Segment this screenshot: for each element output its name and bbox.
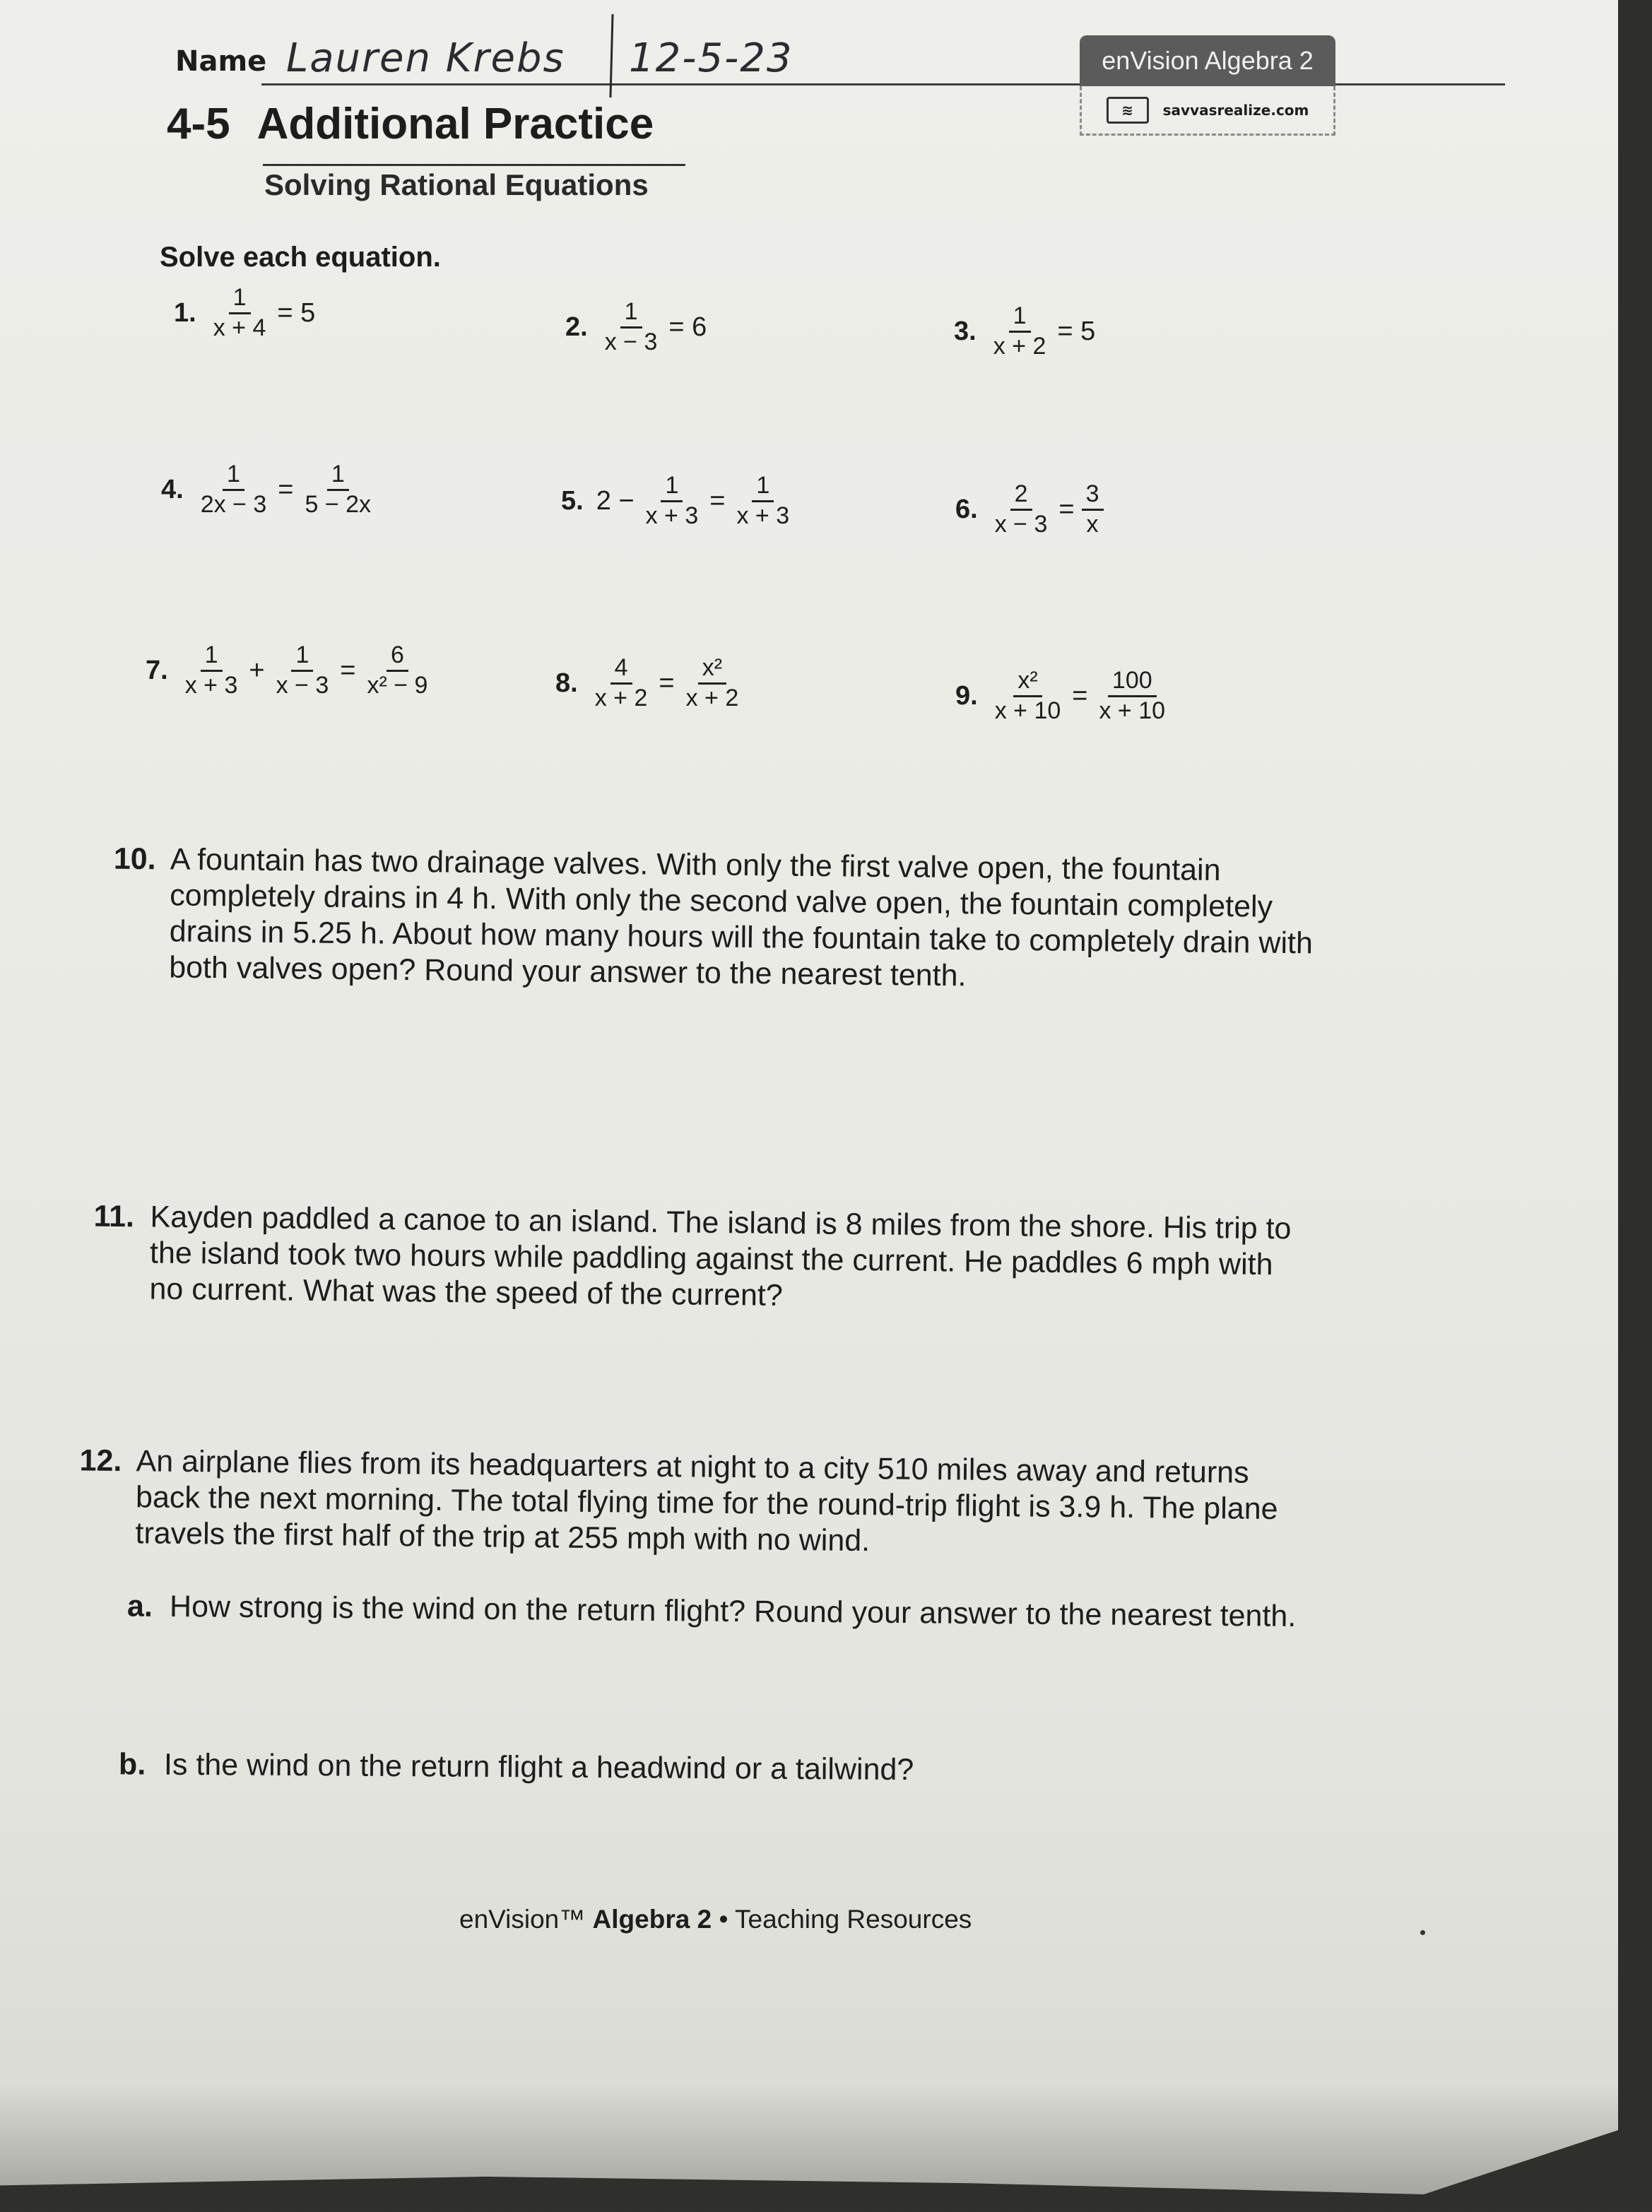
- operator: =: [1058, 494, 1075, 524]
- title-underline: [263, 164, 685, 166]
- operator: =: [709, 485, 726, 516]
- subpart-letter: a.: [126, 1589, 153, 1623]
- equation-6: [955, 482, 1104, 537]
- denominator: x + 2: [993, 332, 1046, 360]
- denominator: x − 3: [604, 328, 658, 355]
- fraction: [362, 643, 432, 698]
- operator: = 6: [668, 312, 707, 342]
- numerator: 1: [327, 462, 349, 491]
- numerator: 1: [752, 473, 774, 502]
- wifi-icon: ≋: [1107, 97, 1149, 124]
- numerator: 3: [1082, 482, 1104, 511]
- numerator: 4: [610, 656, 632, 685]
- equation-number: 8.: [555, 668, 578, 698]
- numerator: 6: [387, 643, 408, 672]
- denominator: x − 3: [994, 510, 1048, 538]
- problem-text: An airplane flies from its headquarters at night to a city 510 miles away and returns back the next morning. The total flying time for the round-trip flight is 3.9 h. The plane travels the first half of the trip at 255 mph with no wind.: [135, 1444, 1278, 1559]
- footer-brand: enVision™: [459, 1905, 586, 1934]
- denominator: x + 10: [994, 697, 1061, 724]
- equation-number: 2.: [565, 312, 588, 342]
- lesson-number: 4-5: [167, 100, 230, 148]
- equation-3: [954, 304, 1095, 359]
- brand-badge: enVision Algebra 2: [1080, 35, 1335, 86]
- handwritten-name: Lauren Krebs: [286, 35, 565, 81]
- equation-2: [565, 300, 707, 355]
- operator: =: [659, 668, 675, 698]
- website-box: [1080, 86, 1335, 136]
- denominator: x + 3: [736, 502, 790, 529]
- operator: = 5: [1057, 316, 1096, 346]
- equation-number: 3.: [954, 316, 977, 346]
- fraction: [991, 482, 1052, 537]
- problem-number: 10.: [113, 841, 156, 877]
- table-surface: [0, 2084, 1652, 2212]
- equation-7: [146, 643, 432, 698]
- denominator: x − 3: [276, 671, 329, 699]
- denominator: x + 10: [1099, 697, 1166, 724]
- numerator: 1: [201, 643, 223, 672]
- handwritten-date: 12-5-23: [629, 35, 793, 81]
- lesson-subtitle: Solving Rational Equations: [264, 168, 649, 201]
- fraction: [1095, 668, 1169, 723]
- problem-12: [79, 1443, 1321, 1564]
- problem-number: 12.: [79, 1443, 122, 1479]
- equation-1: [174, 285, 315, 341]
- footer-bullet: •: [719, 1905, 728, 1934]
- fraction: [209, 285, 271, 341]
- fraction: [989, 304, 1051, 359]
- equation-number: 7.: [146, 655, 168, 685]
- denominator: 5 − 2x: [305, 490, 372, 518]
- denominator: x² − 9: [367, 671, 428, 699]
- fraction: [591, 656, 652, 711]
- footer-section: Teaching Resources: [735, 1905, 972, 1934]
- numerator: x²: [698, 656, 726, 685]
- equation-number: 4.: [161, 474, 184, 504]
- denominator: x + 3: [184, 671, 238, 699]
- problem-text: Is the wind on the return flight a headwind or a tailwind?: [163, 1747, 914, 1787]
- instructions: Solve each equation.: [160, 242, 441, 273]
- website-text: savvasrealize.com: [1162, 101, 1309, 119]
- problem-10: [113, 841, 1329, 998]
- operator: =: [278, 474, 294, 504]
- fraction: [642, 473, 703, 528]
- problem-11: [93, 1199, 1295, 1320]
- numerator: 1: [229, 285, 251, 314]
- operator: +: [249, 655, 265, 685]
- equation-9: [955, 668, 1169, 723]
- equation-4: [161, 462, 375, 517]
- fraction: [991, 668, 1066, 723]
- equation-5: [561, 473, 793, 528]
- lesson-heading: [167, 99, 654, 149]
- numerator: 1: [291, 643, 313, 672]
- operator: = 5: [277, 297, 316, 328]
- denominator: x + 4: [213, 314, 266, 341]
- numerator: 1: [620, 300, 642, 329]
- problem-text: A fountain has two drainage valves. With only the first valve open, the fountain completely drains in 4 h. With only the second valve open, the fountain completely drains in 5.25 h. About how many hours will the fountain take to completely drain with both valves open? Round your answer to the nearest tenth.: [168, 842, 1314, 993]
- name-label: Name: [175, 45, 267, 78]
- equation-number: 6.: [955, 494, 978, 524]
- problem-number: 11.: [93, 1199, 135, 1234]
- equation-8: [555, 656, 743, 711]
- problem-text: Kayden paddled a canoe to an island. The island is 8 miles from the shore. His trip to the island took two hours while paddling against the current. He paddles 6 mph with no current. What was the speed of the current?: [149, 1200, 1292, 1313]
- denominator: x: [1086, 510, 1099, 538]
- numerator: x²: [1013, 668, 1042, 697]
- equation-number: 9.: [955, 680, 978, 711]
- fraction: [682, 656, 743, 711]
- denominator: x + 2: [685, 684, 739, 711]
- operator: =: [340, 655, 356, 685]
- fraction: [272, 643, 334, 698]
- problem-text: How strong is the wind on the return flight? Round your answer to the nearest tenth.: [169, 1590, 1297, 1633]
- fraction: [732, 473, 793, 528]
- operator: 2 −: [596, 485, 635, 516]
- fraction: [300, 462, 375, 517]
- equation-number: 5.: [561, 485, 584, 516]
- subpart-letter: b.: [118, 1747, 146, 1782]
- denominator: x + 2: [594, 684, 648, 711]
- numerator: 2: [1010, 482, 1032, 511]
- footer-product: Algebra 2: [592, 1905, 712, 1934]
- fraction: [1082, 482, 1104, 537]
- problem-12b: [118, 1747, 1224, 1790]
- fraction: [181, 643, 242, 698]
- lesson-title: Additional Practice: [256, 100, 654, 148]
- equation-number: 1.: [174, 297, 196, 328]
- numerator: 1: [1009, 304, 1031, 333]
- denominator: x + 3: [645, 502, 699, 529]
- denominator: 2x − 3: [200, 490, 267, 518]
- numerator: 1: [661, 473, 683, 502]
- fraction: [601, 300, 662, 355]
- numerator: 100: [1108, 668, 1157, 697]
- operator: =: [1072, 680, 1088, 711]
- page-footer: [459, 1905, 972, 1934]
- fraction: [196, 462, 271, 517]
- numerator: 1: [223, 462, 244, 491]
- ink-dot: [1420, 1930, 1425, 1935]
